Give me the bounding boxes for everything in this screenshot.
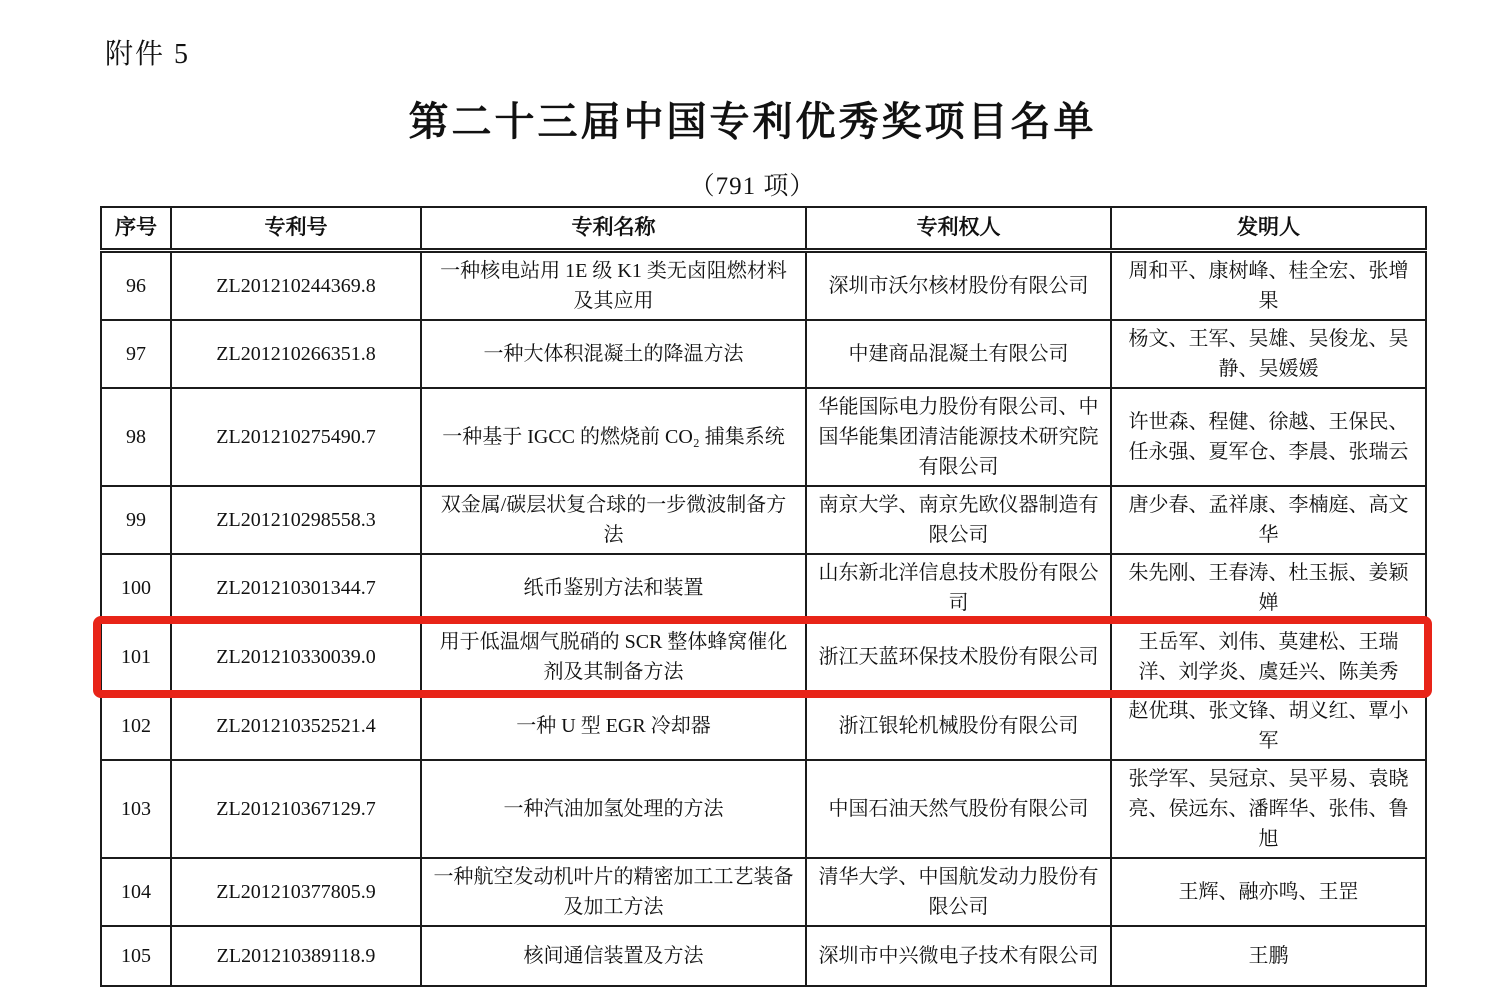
table-row-highlighted	[101, 622, 1426, 692]
cell-inventors: 王鹏	[1111, 926, 1426, 986]
cell-no: 102	[101, 692, 171, 760]
cell-inventors: 王辉、融亦鸣、王罡	[1111, 858, 1426, 926]
cell-patent-name: 一种汽油加氢处理的方法	[421, 760, 806, 858]
cell-patent-name: 一种 U 型 EGR 冷却器	[421, 692, 806, 760]
cell-inventors: 杨文、王军、吴雄、吴俊龙、吴静、吴媛媛	[1111, 320, 1426, 388]
cell-no: 105	[101, 926, 171, 986]
cell-no: 96	[101, 250, 171, 320]
cell-patent-no: ZL201210301344.7	[171, 554, 421, 622]
cell-patent-no: ZL201210266351.8	[171, 320, 421, 388]
table-row	[101, 486, 1426, 554]
cell-owner: 中建商品混凝土有限公司	[806, 320, 1111, 388]
attachment-label: 附件 5	[105, 39, 191, 70]
cell-owner: 山东新北洋信息技术股份有限公司	[806, 554, 1111, 622]
table-row	[101, 320, 1426, 388]
cell-no: 99	[101, 486, 171, 554]
table-row	[101, 858, 1426, 926]
cell-owner: 浙江天蓝环保技术股份有限公司	[806, 622, 1111, 692]
cell-patent-name: 一种核电站用 1E 级 K1 类无卤阻燃材料及其应用	[421, 250, 806, 320]
cell-patent-name: 用于低温烟气脱硝的 SCR 整体蜂窝催化剂及其制备方法	[421, 622, 806, 692]
cell-inventors: 赵优琪、张文锋、胡义红、覃小军	[1111, 692, 1426, 760]
cell-no: 101	[101, 622, 171, 692]
cell-owner: 深圳市沃尔核材股份有限公司	[806, 250, 1111, 320]
cell-patent-no: ZL201210367129.7	[171, 760, 421, 858]
header-owner: 专利权人	[806, 207, 1111, 250]
table-row	[101, 250, 1426, 320]
cell-no: 97	[101, 320, 171, 388]
cell-patent-no: ZL201210298558.3	[171, 486, 421, 554]
award-table	[100, 206, 1427, 987]
header-patent-no: 专利号	[171, 207, 421, 250]
cell-owner: 华能国际电力股份有限公司、中国华能集团清洁能源技术研究院有限公司	[806, 388, 1111, 486]
cell-patent-no: ZL201210352521.4	[171, 692, 421, 760]
cell-inventors: 许世森、程健、徐越、王保民、任永强、夏军仓、李晨、张瑞云	[1111, 388, 1426, 486]
header-patent-name: 专利名称	[421, 207, 806, 250]
cell-owner: 深圳市中兴微电子技术有限公司	[806, 926, 1111, 986]
cell-inventors: 张学军、吴冠京、吴平易、袁晓亮、侯远东、潘晖华、张伟、鲁旭	[1111, 760, 1426, 858]
table-row	[101, 692, 1426, 760]
cell-patent-no: ZL201210330039.0	[171, 622, 421, 692]
table-row	[101, 388, 1426, 486]
cell-inventors: 朱先刚、王春涛、杜玉振、姜颖婵	[1111, 554, 1426, 622]
cell-owner: 浙江银轮机械股份有限公司	[806, 692, 1111, 760]
table-row	[101, 926, 1426, 986]
cell-patent-name: 双金属/碳层状复合球的一步微波制备方法	[421, 486, 806, 554]
cell-owner: 清华大学、中国航发动力股份有限公司	[806, 858, 1111, 926]
cell-owner: 南京大学、南京先欧仪器制造有限公司	[806, 486, 1111, 554]
page-subtitle: （791 项）	[689, 173, 816, 200]
cell-inventors: 唐少春、孟祥康、李楠庭、高文华	[1111, 486, 1426, 554]
cell-patent-no: ZL201210377805.9	[171, 858, 421, 926]
table-wrap	[100, 206, 1425, 987]
cell-no: 100	[101, 554, 171, 622]
cell-patent-name: 核间通信装置及方法	[421, 926, 806, 986]
cell-patent-name: 一种航空发动机叶片的精密加工工艺装备及加工方法	[421, 858, 806, 926]
page-title: 第二十三届中国专利优秀奖项目名单	[408, 99, 1097, 144]
cell-patent-name: 一种基于 IGCC 的燃烧前 CO₂ 捕集系统	[421, 388, 806, 486]
table-row	[101, 760, 1426, 858]
cell-no: 98	[101, 388, 171, 486]
cell-owner: 中国石油天然气股份有限公司	[806, 760, 1111, 858]
header-no: 序号	[101, 207, 171, 250]
cell-inventors: 周和平、康树峰、桂全宏、张增果	[1111, 250, 1426, 320]
table-header-row	[101, 207, 1426, 250]
cell-patent-no: ZL201210275490.7	[171, 388, 421, 486]
cell-patent-name: 纸币鉴别方法和装置	[421, 554, 806, 622]
cell-patent-no: ZL201210389118.9	[171, 926, 421, 986]
cell-patent-name: 一种大体积混凝土的降温方法	[421, 320, 806, 388]
cell-inventors: 王岳军、刘伟、莫建松、王瑞洋、刘学炎、虞廷兴、陈美秀	[1111, 622, 1426, 692]
cell-patent-no: ZL201210244369.8	[171, 250, 421, 320]
cell-no: 103	[101, 760, 171, 858]
cell-no: 104	[101, 858, 171, 926]
header-inventors: 发明人	[1111, 207, 1426, 250]
table-row	[101, 554, 1426, 622]
